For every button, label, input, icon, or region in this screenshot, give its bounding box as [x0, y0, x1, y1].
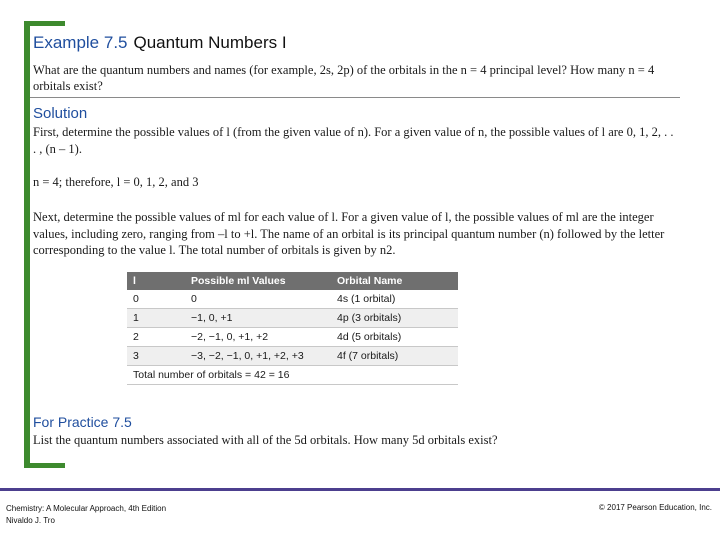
solution-paragraph-1: First, determine the possible values of l (from the given value of n). For a given value of n, the possible values of l are 0, 1, 2, . . . , (n – 1). — [33, 125, 674, 156]
table-header-orbital: Orbital Name — [331, 272, 458, 290]
table-row — [127, 290, 458, 309]
divider — [30, 97, 680, 98]
table-row — [127, 347, 458, 366]
table-cell: −1, 0, +1 — [185, 309, 331, 328]
table-row — [127, 328, 458, 347]
practice-heading: For Practice 7.5 — [33, 414, 132, 430]
example-name: Quantum Numbers I — [133, 33, 287, 52]
table-header-ml: Possible ml Values — [185, 272, 331, 290]
table-cell: 1 — [127, 309, 185, 328]
green-frame-top — [24, 21, 65, 26]
example-number: Example 7.5 — [33, 33, 128, 52]
solution-paragraph-3: Next, determine the possible values of ml for each value of l. For a given value of l, the possible values of ml are the integer values, including zero, ranging from –l to +l. The name of an orbital is its principal quantum number (n) followed by the letter corresponding to the value l. The total number of orbitals is given by n2. — [33, 210, 665, 257]
table-cell: 4s (1 orbital) — [331, 290, 458, 309]
table-cell: 4p (3 orbitals) — [331, 309, 458, 328]
solution-heading: Solution — [33, 105, 88, 122]
table-row — [127, 309, 458, 328]
table-total: Total number of orbitals = 42 = 16 — [127, 366, 458, 385]
footer-author: Nivaldo J. Tro — [6, 516, 55, 525]
footer-bar — [0, 488, 720, 491]
orbital-table — [127, 272, 458, 385]
table-header-l: l — [127, 272, 185, 290]
footer-book: Chemistry: A Molecular Approach, 4th Edition — [6, 504, 167, 513]
solution-paragraph-2: n = 4; therefore, l = 0, 1, 2, and 3 — [33, 175, 199, 189]
green-frame-bottom — [24, 463, 65, 468]
table-cell: 4d (5 orbitals) — [331, 328, 458, 347]
table-cell: 2 — [127, 328, 185, 347]
footer-left — [6, 503, 166, 527]
table-cell: −2, −1, 0, +1, +2 — [185, 328, 331, 347]
table-cell: 3 — [127, 347, 185, 366]
table-total-row — [127, 366, 458, 385]
green-frame-left — [24, 21, 30, 468]
example-title — [33, 33, 287, 53]
table-cell: −3, −2, −1, 0, +1, +2, +3 — [185, 347, 331, 366]
table-cell: 0 — [127, 290, 185, 309]
practice-text: List the quantum numbers associated with all of the 5d orbitals. How many 5d orbitals exist? — [33, 433, 498, 447]
table-cell: 0 — [185, 290, 331, 309]
footer-copyright: © 2017 Pearson Education, Inc. — [598, 503, 712, 512]
table-cell: 4f (7 orbitals) — [331, 347, 458, 366]
question-text: What are the quantum numbers and names (for example, 2s, 2p) of the orbitals in the n = 4 principal level? How many n = 4 orbitals exist? — [33, 63, 655, 93]
